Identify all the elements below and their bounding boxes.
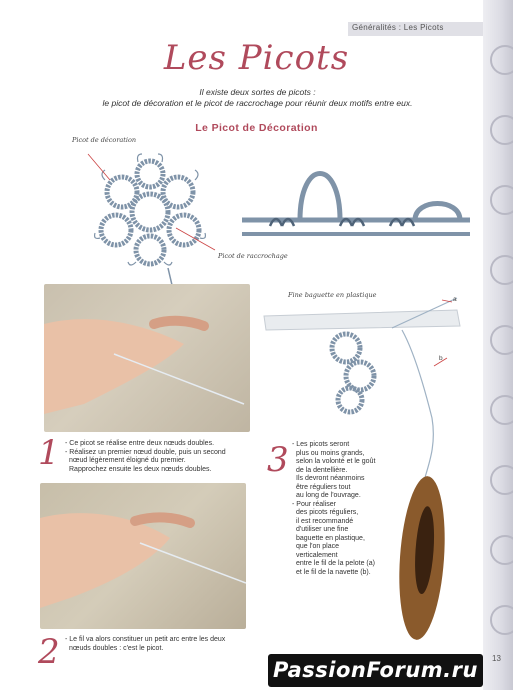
page-margin-decoration (483, 0, 513, 690)
intro-line-2: le picot de décoration et le picot de raccrochage pour réunir deux motifs entre eux. (102, 98, 413, 108)
step-1-photo (44, 284, 250, 432)
step-2-text (65, 636, 270, 653)
step-3-text (292, 441, 410, 577)
label-b: b (439, 355, 443, 362)
step-1-line: Rapprochez ensuite les deux nœuds doubles. (69, 465, 212, 473)
step-2-line: - Le fil va alors constituer un petit arc entre les deux (65, 636, 226, 643)
step-1-number: 1 (38, 433, 60, 473)
section-header: Généralités : Les Picots (352, 23, 444, 32)
step-2-number: 2 (38, 632, 60, 672)
annotation-baguette: Fine baguette en plastique (288, 291, 377, 299)
step-3-number: 3 (267, 440, 289, 480)
annotation-picot-decoration: Picot de décoration (72, 136, 137, 144)
intro-text (30, 87, 485, 109)
step-3-line: entre le fil de la pelote (a) (296, 560, 375, 567)
intro-line-1: Il existe deux sortes de picots : (199, 87, 316, 97)
step-3-line: des picots réguliers, (296, 509, 359, 516)
step-3-line: il est recommandé (296, 517, 354, 525)
step-2-line: nœuds doubles : c'est le picot. (69, 644, 164, 652)
step-3-line: que l'on place (296, 543, 339, 550)
step-3-line: de la dentellière. (296, 466, 348, 474)
label-a: a (453, 296, 457, 303)
step-1-line: - Réalisez un premier nœud double, puis un second (65, 448, 226, 456)
section-title: Le Picot de Décoration (195, 122, 318, 134)
step-3-line: au long de l'ouvrage. (296, 492, 361, 499)
picot-knot-diagram (240, 168, 472, 248)
step-3-line: selon la volonté et le goût (296, 458, 376, 465)
step-2-photo (40, 483, 246, 629)
step-3-line: verticalement (296, 551, 338, 559)
step-1-line: - Ce picot se réalise entre deux nœuds doubles. (65, 440, 215, 447)
step-3-line: - Pour réaliser (292, 500, 336, 508)
page-number: 13 (492, 654, 501, 663)
step-1-text (65, 440, 265, 474)
step-3-line: et le fil de la navette (b). (296, 568, 371, 576)
annotation-picot-raccrochage: Picot de raccrochage (218, 252, 288, 260)
step-3-line: plus ou moins grands, (296, 449, 365, 457)
watermark-banner: PassionForum.ru (268, 654, 483, 687)
tatting-motif-illustration (80, 150, 220, 285)
step-3-line: - Les picots seront (292, 441, 350, 448)
step-3-line: baguette en plastique, (296, 534, 365, 542)
step-3-line: être réguliers tout (296, 483, 351, 491)
step-1-line: nœud légèrement éloigné du premier. (69, 457, 186, 464)
step-3-line: d'utiliser une fine (296, 526, 349, 533)
page-title: Les Picots (163, 38, 350, 78)
step-3-line: Ils devront néanmoins (296, 475, 365, 482)
